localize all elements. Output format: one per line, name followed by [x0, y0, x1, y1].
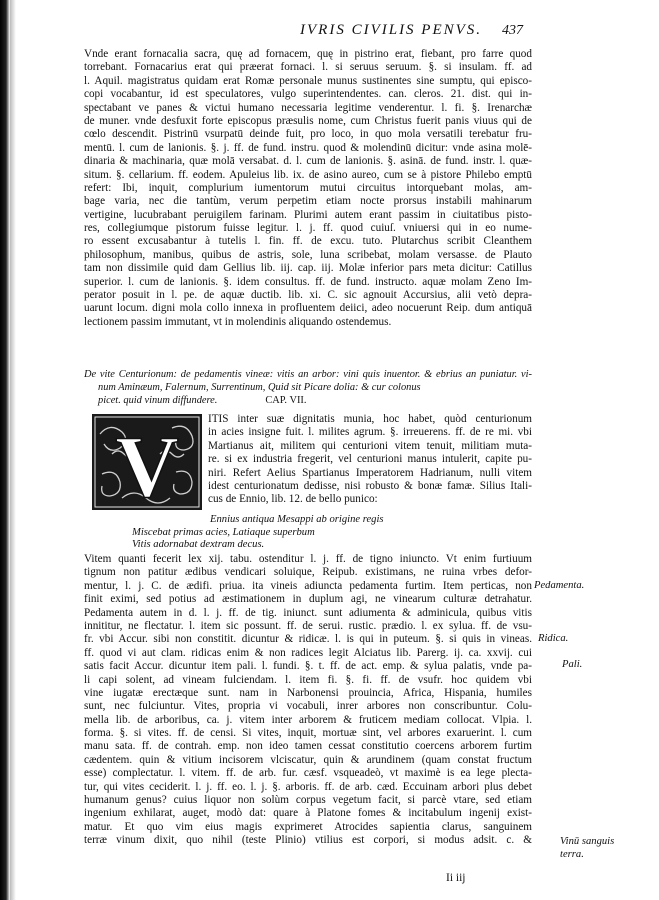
text-line: tignum non patitur ædibus vendicari soluique, Reipub. existimans, ne ruina vrbes defor-: [84, 566, 532, 579]
verse-line: Vitis adornabat dextram decus.: [132, 539, 265, 551]
text-line: li capi solent, ad vineam fulciendam. l. item fi. §. fi. ff. de vsufr. hoc quidem vbi: [84, 673, 532, 686]
text-line: philosophum, manibus, quibus de astris, sole, luna scribebat, molam versasse. de Plauto: [84, 248, 532, 261]
chapter-heading: [84, 368, 532, 407]
paragraph-vitem: [84, 553, 532, 848]
text-line: dinaria & machinaria, quæ molā versabat. d. l. cum de lanionis. §. asinā. de fund. instr. l. quæ-: [84, 155, 532, 168]
text-line: Martianus ait, militem qui centurioni vitem tenuit, militiam muta-: [208, 439, 532, 452]
text-line: re. si ex industria fregerit, vel centurioni manus intulerit, capite pu-: [208, 453, 532, 466]
chapter-number: CAP. VII.: [265, 395, 307, 406]
text-line: cus de Ennio, lib. 12. de bello punico:: [208, 493, 378, 506]
text-line: forma. §. si vites. ff. de censi. Si vites, inquit, mortuæ sint, vel arbores exaruerint. l. cum: [84, 727, 532, 740]
scan-gutter-shade: [10, 0, 16, 900]
initial-letter: V: [115, 419, 179, 510]
text-line: ff. quod vi aut clam. ridicas enim & non radices legit Alciatus lib. Parerg. ij. ca. xxvij. cui: [84, 646, 532, 659]
verse-line: Ennius antiqua Mesappi ab origine regis: [210, 514, 384, 525]
text-line: torrebant. Fornacarius erat qui præerat fornaci. l. si seruus seruum. §. si insulam. ff. ad: [84, 61, 532, 74]
margin-note-pali: Pali.: [562, 659, 583, 670]
text-line: bage varia, nec die tantùm, verum perpetim etiam nocte prorsus instabili mahinarum: [84, 195, 532, 208]
text-line: mentū. l. cum de lanionis. §. j. ff. de fund. instru. quod & molendinū dicitur: vnde asina molē-: [84, 141, 532, 154]
scan-gutter: [0, 0, 10, 900]
text-line: uarunt locum. digni mola collo innexa in profluentem deiici, adeo nocuerunt Reip. dum antiquā: [84, 302, 532, 315]
text-line: fr. vbi Accur. sibi non constitit. dicuntur & ridicæ. l. is qui in puteum. §. si quis in vineas.: [84, 633, 532, 646]
text-line: ro essent excusabantur à tutelis l. fin. ff. de excu. tuto. Plutarchus scribit Cleanthem: [84, 235, 532, 248]
text-line: de muner. vnde desfuxit forte episcopus præsulis nome, cum Christus fuerit panis viuus qui de: [84, 114, 532, 127]
text-line: superior. l. cum de lanionis. §. idem consultus. ff. de fund. instructo. aquæ molam Zeno Im-: [84, 275, 532, 288]
text-line: manu sata. ff. de contrah. emp. non ideo tamen cessat constitutio coercens arborem furtim: [84, 740, 532, 753]
text-line: humanum genus? cuius liquor non solùm corpus vegetum facit, si parcè vtare, sed etiam: [84, 794, 532, 807]
margin-note-vinum-line2: terra.: [560, 849, 584, 860]
verse-quotation: [132, 514, 432, 552]
text-line: Vnde erant fornacalia sacra, quę ad fornacem, quę in pistrino erat, fiebant, pro farre quod: [84, 48, 532, 60]
text-line: perator posuit in l. pe. de aquæ ductib. lib. xi. C. sic agnouit Accursius, alii vetò depra-: [84, 289, 532, 302]
text-line: cœlo descendit. Pistrinū vsurpatū deinde fuit, pro loco, in quo mola versatili terebatur fru-: [84, 128, 532, 141]
text-line: terræ vinum dixit, quo nihil (teste Plinio) vtilius est corpori, si modus adsit. c. &: [84, 834, 532, 847]
text-line: tur, qui vites ceciderit. l. j. ff. eo. l. j. §. arboris. ff. de arb. cæd. Eccuinam arbori plus debet: [84, 780, 532, 793]
chapter-heading-line: De vite Centurionum: de pedamentis vineæ: vitis an arbor: vini quis inuentor. & ebrius an puniatur. vi-: [84, 369, 532, 380]
paragraph-vitis: [208, 413, 532, 507]
text-line: vine iugatæ erectæque sunt. nam in Narbonensi prouincia, Africa, Hispania, humiles: [84, 686, 532, 699]
text-line: Pedamenta autem in d. l. j. ff. de tig. iniunct. sunt adiumenta & adminicula, quibus vitis: [84, 606, 532, 619]
decorated-initial-v: [92, 414, 202, 510]
paragraph-fornacalia: [84, 48, 532, 329]
text-line: in acies insigne fuit. l. milites agrum. §. irreuerens. ff. de re mi. vbi: [208, 426, 532, 439]
text-line: spectabant ve panes & victui humano necessaria legitime venderentur. l. fi. §. Irenarchæ: [84, 101, 532, 114]
running-head: IVRIS CIVILIS PENVS.: [300, 22, 483, 38]
text-line: sunt, nec fulciuntur. Vites, propria vi vocabuli, inrer arbores non conscribuntur. Colu-: [84, 700, 532, 713]
text-line: refert: Ibi, inquit, complurium iumentorum mutui circuitus intorquebant molas, am-: [84, 181, 532, 194]
text-line: Vitem quanti fecerit lex xij. tabu. ostenditur l. j. ff. de tigno iniuncto. Vt enim furtiuum: [84, 553, 532, 565]
verse-line: Miscebat primas acies, Latiaque superbum: [132, 526, 315, 538]
text-line: ITIS inter suæ dignitatis munia, hoc habet, quòd centurionum: [208, 413, 532, 425]
signature-mark: Ii iij: [446, 872, 466, 884]
text-line: situm. §. cellarium. ff. eodem. Apuleius lib. ix. de asino aureo, cum se à pistore Philebo emptū: [84, 168, 532, 181]
page-number: 437: [502, 23, 523, 38]
text-line: tam non dissimile quid dam Gellius lib. iij. cap. iij. Molæ inferior pars meta dicitur: Catillus: [84, 262, 532, 275]
text-line: innititur, ne flectatur. l. item sic possunt. ff. de serui. rustic. prædio. l. ex sylua. ff. de vsu-: [84, 619, 532, 632]
text-line: vertigine, lucubrabant peruigilem farinam. Plurimi autem erant passim in ciuitatibus pisto-: [84, 208, 532, 221]
margin-note-ridica: Ridica.: [538, 633, 569, 644]
text-line: res, collegiumque pistorum fuisse legitur. l. j. ff. quod cuiuſ. vniuersi qui in eo nume-: [84, 222, 532, 235]
text-line: satis facit Accur. dicuntur item pali. l. fundi. §. t. ff. de act. emp. & sylua palatis, vnde pa-: [84, 660, 532, 673]
margin-note-pedamenta: Pedamenta.: [534, 580, 585, 591]
text-line: ingenium exhilarat, auget, modò dat: quare à Platone fomes & incitabulum ingenij exist-: [84, 807, 532, 820]
text-line: idest centurionatum dedisse, nisi robusto & bonæ famæ. Silius Itali-: [208, 479, 532, 492]
text-line: mella lib. de arboribus, ca. j. vitem inter arborem & fruticem mediam collocat. Vlpia. l.: [84, 713, 532, 726]
chapter-heading-line: [84, 394, 532, 407]
text-line: finit eximi, sed potius ad æstimationem in duplum agi, ne vinearum culturæ detrahatur.: [84, 593, 532, 606]
margin-note-vinum-line1: Vinū sanguis: [560, 836, 615, 847]
text-line: matur. Et quo vim eius magis exprimeret Atrocides sapientia clarus, sanguinem: [84, 820, 532, 833]
chapter-heading-line: num Aminæum, Falernum, Surrentinum, Quid sit Picare dolia: & cur colonus: [98, 382, 421, 393]
chapter-heading-tail: picet. quid vinum diffundere.: [98, 395, 218, 406]
text-line: l. Aquil. magistratus quidam erat Romæ personale munus sustinentes sine sumptu, qui episco-: [84, 74, 532, 87]
text-line: mentur, l. j. C. de ædifi. priua. ita vineis adiuncta pedamenta furtim. Item perticas, non: [84, 579, 532, 592]
text-line: lectionem passim immutant, vt in molendinis aliquando ostendemus.: [84, 315, 392, 328]
text-line: cædentem. quin & vitium incisorem vlciscatur, quin & arundinem (quam constat fructum: [84, 753, 532, 766]
text-line: copi vocabantur, id est speculatores, vulgo superintendentes. can. cleros. 21. dist. qui in-: [84, 88, 532, 101]
text-line: esse) complectatur. l. vitem. ff. de arb. fur. cæsf. vsqueadeò, vt maximè is ea lege plecta-: [84, 767, 532, 780]
text-line: niri. Refert Aelius Spartianus Imperatorem Hadrianum, nulli vitem: [208, 466, 532, 479]
